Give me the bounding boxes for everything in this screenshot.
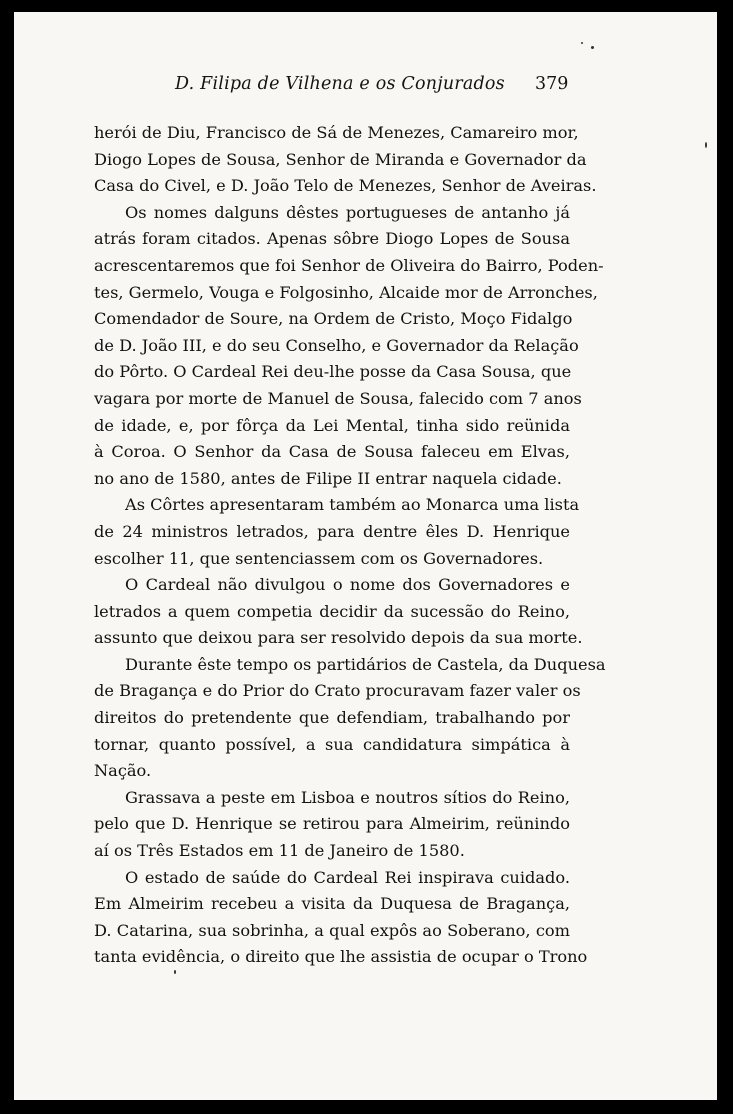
text-line: tes, Germelo, Vouga e Folgosinho, Alcaide mor de Arronches, <box>94 282 598 302</box>
running-title: D. Filipa de Vilhena e os Conjurados <box>175 74 505 94</box>
paragraph <box>94 120 597 200</box>
paragraph <box>94 572 583 652</box>
text-line: Diogo Lopes de Sousa, Senhor de Miranda e Governador da <box>94 149 587 169</box>
text-line: tanta evidência, o direito que lhe assistia de ocupar o Trono <box>94 947 588 967</box>
text-line: O estado de saúde do Cardeal Rei inspirava cuidado. <box>125 867 570 887</box>
text-line: de D. João III, e do seu Conselho, e Governador da Relação <box>94 335 579 355</box>
text-line: escolher 11, que sentenciassem com os Governadores. <box>94 548 544 568</box>
text-line: de Bragança e do Prior do Crato procuravam fazer valer os <box>94 681 581 701</box>
text-line: do Pôrto. O Cardeal Rei deu-lhe posse da Casa Sousa, que <box>94 362 572 382</box>
scan-speck <box>705 142 707 148</box>
text-line: de 24 ministros letrados, para dentre êles D. Henrique <box>94 521 570 541</box>
paragraph <box>94 492 580 572</box>
text-line: acrescentaremos que foi Senhor de Oliveira do Bairro, Poden- <box>94 255 604 275</box>
text-line: Durante êste tempo os partidários de Castela, da Duquesa <box>125 654 606 674</box>
paragraph <box>94 200 604 493</box>
page-number: 379 <box>535 74 569 94</box>
text-line: aí os Três Estados em 11 de Janeiro de 1580. <box>94 841 465 861</box>
paragraph <box>94 865 588 971</box>
body-text <box>94 120 606 971</box>
text-line: O Cardeal não divulgou o nome dos Governadores e <box>125 575 570 595</box>
text-line: As Côrtes apresentaram também ao Monarca uma lista <box>125 495 580 515</box>
text-line: assunto que deixou para ser resolvido depois da sua morte. <box>94 628 583 648</box>
paragraph <box>94 652 606 785</box>
text-line: Em Almeirim recebeu a visita da Duquesa de Bragança, <box>94 894 570 914</box>
text-line: à Coroa. O Senhor da Casa de Sousa faleceu em Elvas, <box>94 442 570 462</box>
scan-speck <box>581 42 583 44</box>
text-line: letrados a quem competia decidir da sucessão do Reino, <box>94 601 570 621</box>
text-line: pelo que D. Henrique se retirou para Almeirim, reünindo <box>94 814 570 834</box>
text-line: D. Catarina, sua sobrinha, a qual expôs ao Soberano, com <box>94 920 570 940</box>
text-line: no ano de 1580, antes de Filipe II entrar naquela cidade. <box>94 468 562 488</box>
text-line: direitos do pretendente que defendiam, trabalhando por <box>94 708 570 728</box>
book-page <box>14 12 717 1100</box>
paragraph <box>94 785 570 865</box>
text-line: Casa do Civel, e D. João Telo de Menezes, Senhor de Aveiras. <box>94 176 597 196</box>
text-line: atrás foram citados. Apenas sôbre Diogo Lopes de Sousa <box>94 229 570 249</box>
text-line: Os nomes dalguns dêstes portugueses de antanho já <box>125 202 570 222</box>
text-line: herói de Diu, Francisco de Sá de Menezes, Camareiro mor, <box>94 123 579 142</box>
page-header <box>14 74 717 104</box>
text-line: Nação. <box>94 761 152 781</box>
text-line: Grassava a peste em Lisboa e noutros sítios do Reino, <box>125 787 570 807</box>
scan-speck <box>591 46 594 49</box>
text-line: Comendador de Soure, na Ordem de Cristo, Moço Fidalgo <box>94 309 573 329</box>
text-line: vagara por morte de Manuel de Sousa, falecido com 7 anos <box>94 388 582 408</box>
text-line: de idade, e, por fôrça da Lei Mental, tinha sido reünida <box>94 415 570 435</box>
scan-speck <box>174 970 176 974</box>
text-line: tornar, quanto possível, a sua candidatura simpática à <box>94 734 570 754</box>
